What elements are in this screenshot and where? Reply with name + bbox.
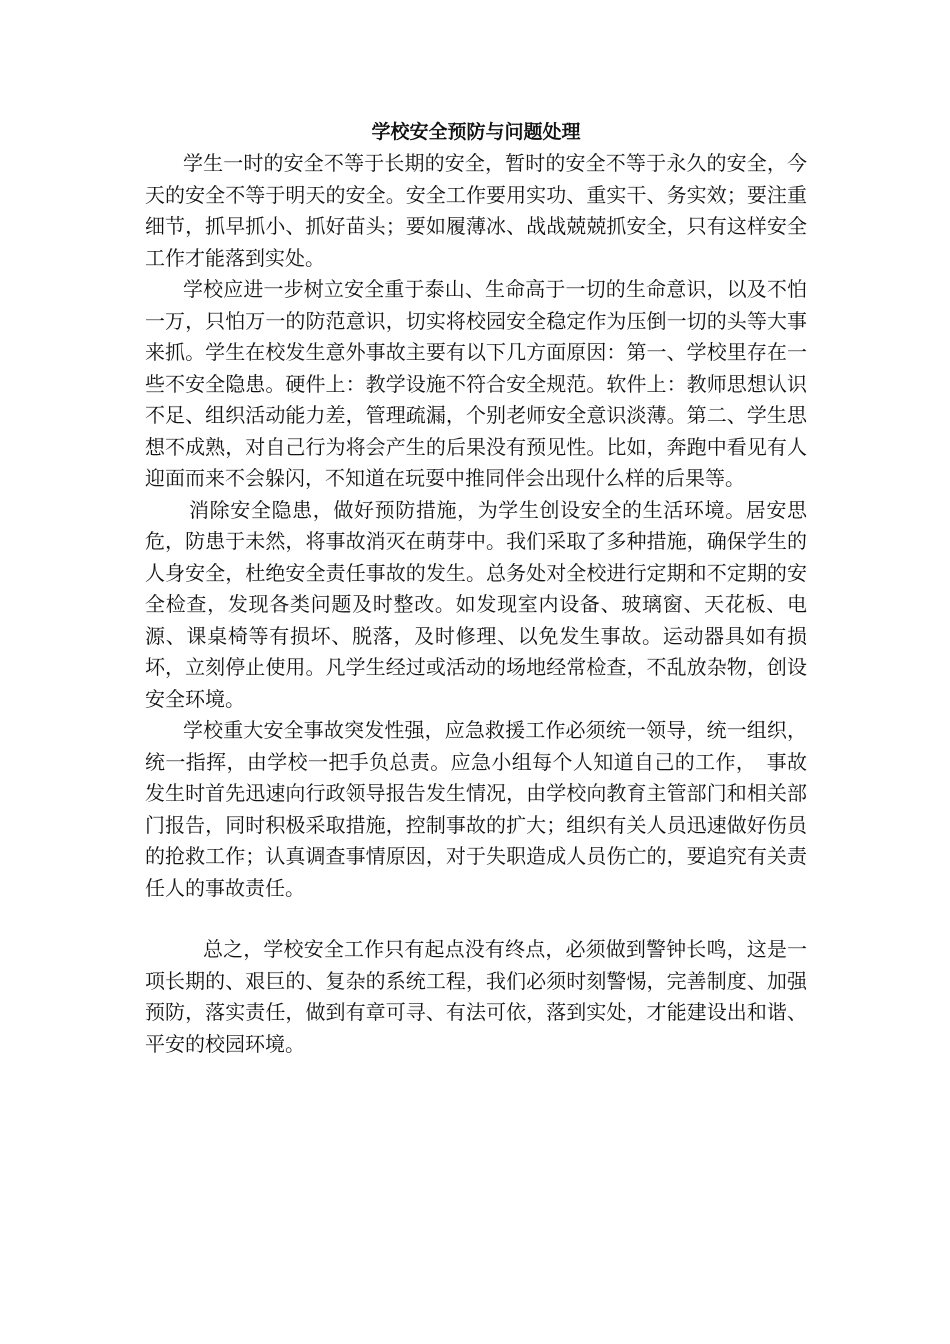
paragraph-5: 总之，学校安全工作只有起点没有终点，必须做到警钟长鸣，这是一项长期的、艰巨的、复杂的系统工程，我们必须时刻警惕，完善制度、加强预防，落实责任，做到有章可寻、有法可依，落到实处，才能建设出和谐、平安的校园环境。	[145, 937, 807, 1056]
document-title: 学校安全预防与问题处理	[371, 121, 581, 143]
document-page	[145, 118, 807, 1060]
paragraph-3: 消除安全隐患，做好预防措施，为学生创设安全的生活环境。居安思危，防患于未然，将事故消灭在萌芽中。我们采取了多种措施，确保学生的人身安全，杜绝安全责任事故的发生。总务处对全校进行定期和不定期的安全检查，发现各类问题及时整改。如发现室内设备、玻璃窗、天花板、电源、课桌椅等有损坏、脱落，及时修理、以免发生事故。运动器具如有损坏，立刻停止使用。凡学生经过或活动的场地经常检查，不乱放杂物，创设安全环境。	[145, 497, 807, 711]
paragraph-spacer	[145, 904, 807, 934]
paragraph-2: 学校应进一步树立安全重于泰山、生命高于一切的生命意识，以及不怕一万，只怕万一的防范意识，切实将校园安全稳定作为压倒一切的头等大事来抓。学生在校发生意外事故主要有以下几方面原因：第一、学校里存在一些不安全隐患。硬件上：教学设施不符合安全规范。软件上：教师思想认识不足、组织活动能力差，管理疏漏，个别老师安全意识淡薄。第二、学生思想不成熟，对自己行为将会产生的后果没有预见性。比如，奔跑中看见有人迎面而来不会躲闪，不知道在玩耍中推同伴会出现什么样的后果等。	[145, 277, 807, 490]
paragraph-4: 学校重大安全事故突发性强，应急救援工作必须统一领导，统一组织，统一指挥，由学校一把手负总责。应急小组每个人知道自己的工作， 事故发生时首先迅速向行政领导报告发生情况，由学校向教育主管部门和相关部门报告，同时积极采取措施，控制事故的扩大；组织有关人员迅速做好伤员的抢救工作；认真调查事情原因，对于失职造成人员伤亡的，要追究有关责任人的事故责任。	[145, 718, 807, 900]
paragraph-1: 学生一时的安全不等于长期的安全，暂时的安全不等于永久的安全，今天的安全不等于明天的安全。安全工作要用实功、重实干、务实效；要注重细节，抓早抓小、抓好苗头；要如履薄冰、战战兢兢抓安全，只有这样安全工作才能落到实处。	[145, 151, 807, 270]
